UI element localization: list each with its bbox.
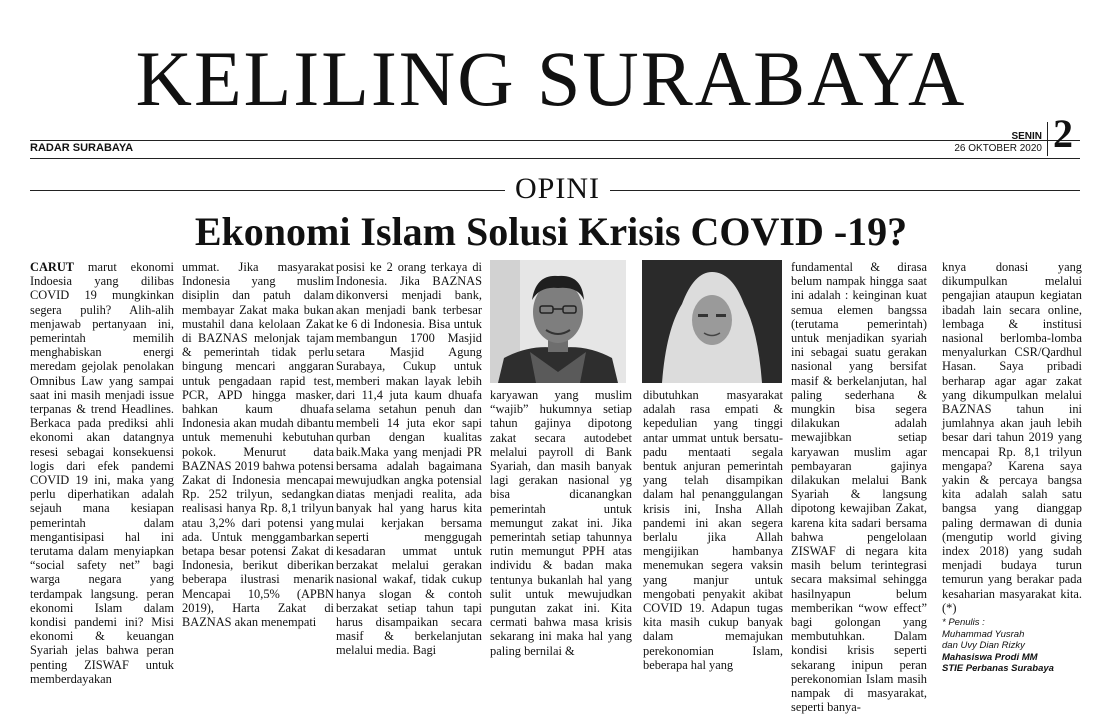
article-column-2: ummat. Jika masyarakat Indonesia yang muslim disiplin dan patuh dalam membayar Zakat maka bukan mustahil dana kelolaan Zakat di BAZNAS melonjak tajam & pemerintah tidak perlu bingung mencari anggaran untuk pengadaan rapid test, PCR, APD hingga masker, bahkan kaum dhuafa Indonesia akan mudah dibantu untuk memenuhi kebutuhan pokok. Menurut data BAZNAS 2019 bahwa potensi Zakat di Indonesia mencapai Rp. 252 trilyun, sedangkan realisasi hanya Rp. 8,1 trilyun atau 3,2% dari potensi yang ada. Untuk menggambarkan betapa besar potensi Zakat di Indonesia, berikut diberikan beberapa ilustrasi menarik Mencapai 10,5% (APBN 2019), Harta Zakat di BAZNAS akan menempati (182, 260, 334, 630)
woman-portrait-image (642, 260, 782, 383)
masthead-rule (30, 140, 1080, 141)
issue-full-date: 26 OKTOBER 2020 (954, 143, 1042, 154)
page-number-divider (1047, 122, 1048, 156)
article-column-5: dibutuhkan masyarakat adalah rasa empati & kepedulian yang tinggi antar ummat untuk bersatu-padu mentaati segala bentuk anjuran pemerintah yang telah disampikan dalam hal penanggulangan krisis ini, Insha Allah pandemi ini akan segera berlalu jika Allah mengijikan hambanya menemukan segera vaksin yang manjur untuk mengobati penyakit akibat COVID 19. Adapun tugas kita masih cukup banyak dalam memajukan perekonomian Islam, beberapa hal yang (643, 388, 783, 672)
article-column-6: fundamental & dirasa belum nampak hingga saat ini adalah : keinginan kuat semua elemen bangssa (terutama pemerintah) untuk menjadikan syariah ini sebagai suatu gerakan nasional yang bersifat masif & berkelanjutan, hal paling sederhana & mungkin bisa segera dilakukan adalah mewajibkan setiap karyawan muslim agar pembayaran gajinya dilakukan melalui Bank Syariah & langsung dipotong kewajiban Zakat, karena kita sadari bersama bahwa pengelolaan ZISWAF di negara kita masih belum terintegrasi secara maksimal sehingga hasilnyapun belum memberikan “wow effect” bagi golongan yang membutuhkan. Dalam kondisi krisis seperti sekarang inipun peran perekonomian Islam masih nampak di masyarakat, seperti banya- (791, 260, 927, 715)
author-label: * Penulis : (942, 617, 985, 629)
section-rule-left (30, 190, 505, 191)
author-names-2: dan Uvy Dian Rizky (942, 640, 1025, 652)
issue-day: SENIN (1011, 131, 1042, 142)
issue-date (930, 131, 1042, 155)
lead-word: CARUT (30, 260, 75, 274)
page-number: 2 (1053, 111, 1073, 156)
man-portrait-image (490, 260, 626, 383)
section-rule-right (610, 190, 1080, 191)
section-title: OPINI (515, 172, 600, 205)
author-credit (942, 617, 1082, 675)
author-names-1: Muhammad Yusrah (942, 628, 1025, 640)
author-affiliation-2: STIE Perbanas Surabaya (942, 663, 1054, 675)
article-column-7 (942, 260, 1082, 675)
article-column-3: posisi ke 2 orang terkaya di Indonesia. Jika BAZNAS dikonversi menjadi bank, akan menjadi bank terbesar ke 6 di Indonesia. Bisa untuk membangun 1700 Masjid setara Masjid Agung Surabaya, Cukup untuk memberi makan layak lebih dari 11,4 juta kaum dhuafa selama setahun penuh dan membeli 14 juta ekor sapi qurban dengan kualitas baik.Maka yang menjadi PR bersama adalah bagaimana mewujudkan angka potensial diatas menjadi realita, ada banyak hal yang harus kita mulai kerjakan bersama seperti menggugah kesadaran ummat untuk berzakat melalui gerakan nasional wakaf, tidak cukup hanya slogan & contoh berzakat setiap tahun tapi harus disampaikan secara masif & berkelanjutan melalui media. Bagi (336, 260, 482, 658)
article-column-4: karyawan yang muslim “wajib” hukumnya setiap tahun gajinya dipotong zakat secara autodebet melalui payroll di Bank Syariah, dan masih banyak lagi gerakan nasional yg bisa dicanangkan pemerintah untuk memungut zakat ini. Jika pemerintah setiap tahunnya rutin memungut PPH atas individu & badan maka tentunya bukanlah hal yang sulit untuk mewujudkan pungutan zakat ini. Kita cermati bahwa masa krisis sekarang ini maka hal yang paling bernilai & (490, 388, 632, 658)
column-text: knya donasi yang dikumpulkan melalui pengajian ataupun kegiatan ibadah lain secara online, lembaga & institusi nasional berlomba-lomba menyalurkan CSR/Qardhul Hasan. Saya pribadi berharap agar agar zakat yang dikumpulkan melalui BAZNAS tahun ini jumlahnya akan jauh lebih besar dari tahun 2019 yang mencapai Rp. 8,1 trilyun mengapa? Karena saya yakin & percaya bangsa kita adalah salah satu bangsa yang dianggap paling dermawan di dunia (mengutip world giving index 2018) yang sudah menjadi budaya turun temurun yang berakar pada kesaharian masyarakat kita. (*) (942, 260, 1082, 615)
section-label: RADAR SURABAYA (30, 142, 134, 154)
author-affiliation-1: Mahasiswa Prodi MM (942, 651, 1038, 663)
masthead: KELILING SURABAYA (135, 35, 967, 122)
article-column-1 (30, 260, 174, 686)
author-photo-2 (642, 260, 782, 383)
article-headline: Ekonomi Islam Solusi Krisis COVID -19? (194, 209, 908, 254)
column-text: marut ekonomi Indoesia yang dilibas COVID 19 mungkinkan segera pulih? Alih-alih menjawab pertanyaan ini, pemerintah memilih menghabiskan energi meredam gejolak penolakan Omnibus Law yang sampai saat ini masih menjadi issue terpanas & trend Headlines. Berkaca pada prediksi ahli ekonomi akan datangnya resesi sebagai konsekuensi logis dari efek pandemi COVID 19 ini, maka yang perlu diperhatikan adalah sejauh mana kesiapan pemerintah dalam mengantisipasi hal ini terutama dalam menyiapkan “social safety net” bagi warga negara yang terdampak langsung. peran ekonomi Islam dalam kondisi pandemi ini? Misi ekonomi & keuangan Syariah jelas bahwa peran penting ZISWAF untuk memberdayakan (30, 260, 174, 686)
header-rule (30, 158, 1080, 159)
author-photo-1 (490, 260, 626, 383)
